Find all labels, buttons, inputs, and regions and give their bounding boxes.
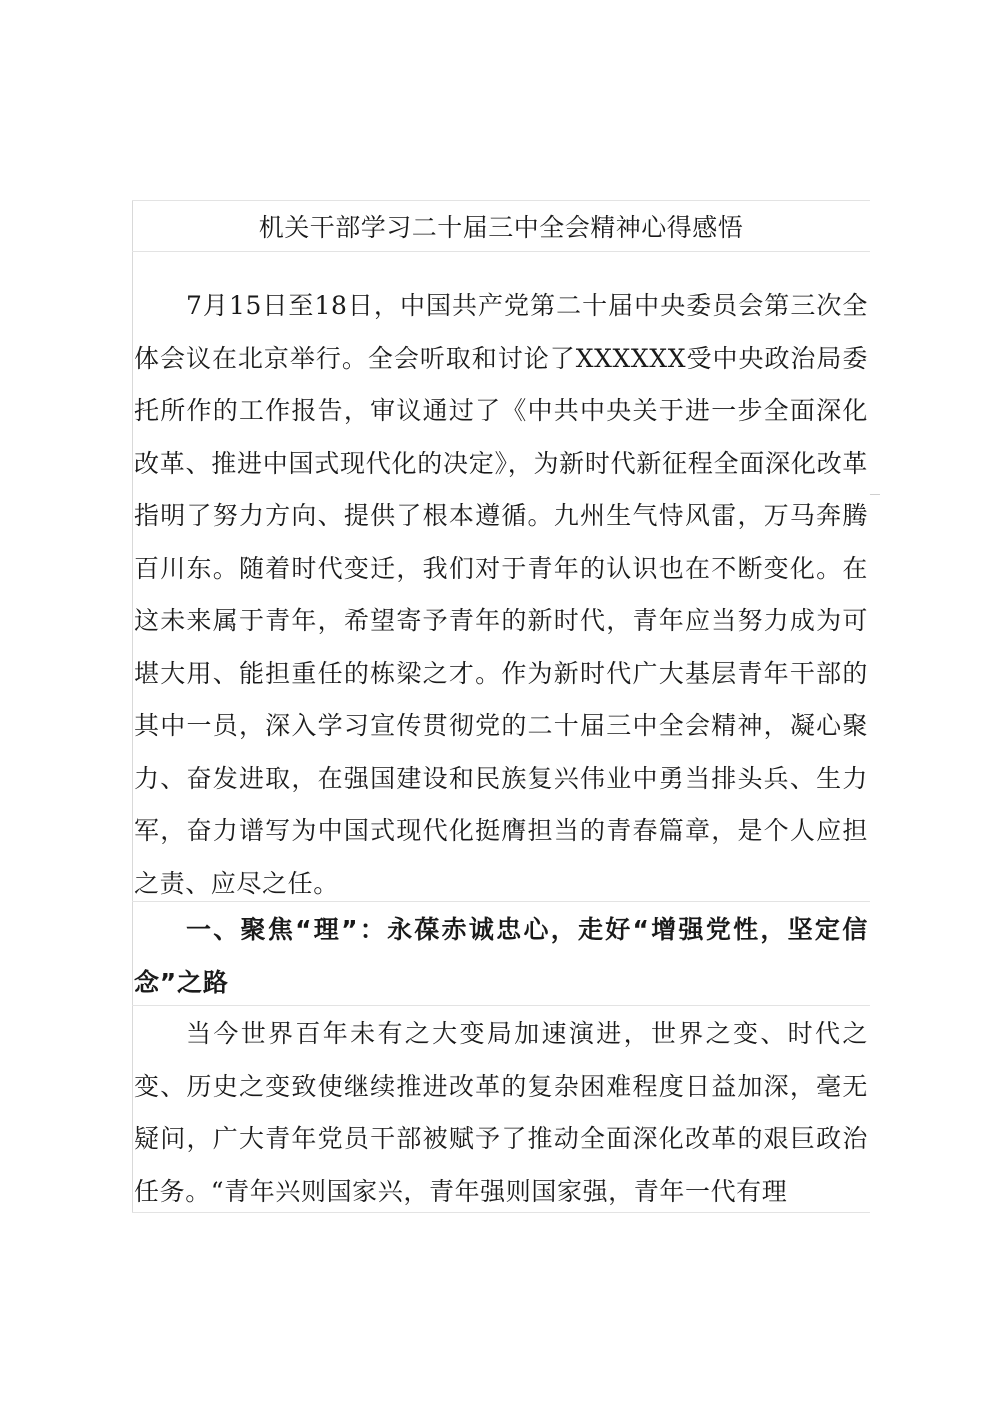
document-title: 机关干部学习二十届三中全会精神心得感悟 bbox=[258, 213, 744, 242]
table-left-border bbox=[132, 200, 133, 1212]
divider-line bbox=[132, 1212, 870, 1213]
body-paragraph: 7月15日至18日，中国共产党第二十届中央委员会第三次全体会议在北京举行。全会听取和讨论了XXXXXX受中央政治局委托所作的工作报告，审议通过了《中共中央关于进一步全面深化改革、推进中国式现代化的决定》，为新时代新征程全面深化改革指明了努力方向、提供了根本遵循。九州生气恃风雷，万马奔腾百川东。随着时代变迁，我们对于青年的认识也在不断变化。在这未来属于青年，希望寄予青年的新时代，青年应当努力成为可堪大用、能担重任的栋梁之才。作为新时代广大基层青年干部的其中一员，深入学习宣传贯彻党的二十届三中全会精神，凝心聚力、奋发进取，在强国建设和民族复兴伟业中勇当排头兵、生力军，奋力谱写为中国式现代化挺膺担当的青春篇章，是个人应担之责、应尽之任。 bbox=[134, 291, 868, 898]
divider-line bbox=[132, 1005, 870, 1006]
section-heading: 一、聚焦“理”：永葆赤诚忠心，走好“增强党性，坚定信念”之路 bbox=[134, 915, 868, 997]
divider-line bbox=[132, 901, 870, 902]
body-paragraph: 当今世界百年未有之大变局加速演进，世界之变、时代之变、历史之变致使继续推进改革的复杂困难程度日益加深，毫无疑问，广大青年党员干部被赋予了推动全面深化改革的艰巨政治任务。“青年兴则国家兴，青年强则国家强，青年一代有理 bbox=[134, 1019, 868, 1206]
divider-line bbox=[132, 251, 870, 252]
margin-mark bbox=[870, 494, 880, 495]
divider-line bbox=[132, 200, 870, 201]
